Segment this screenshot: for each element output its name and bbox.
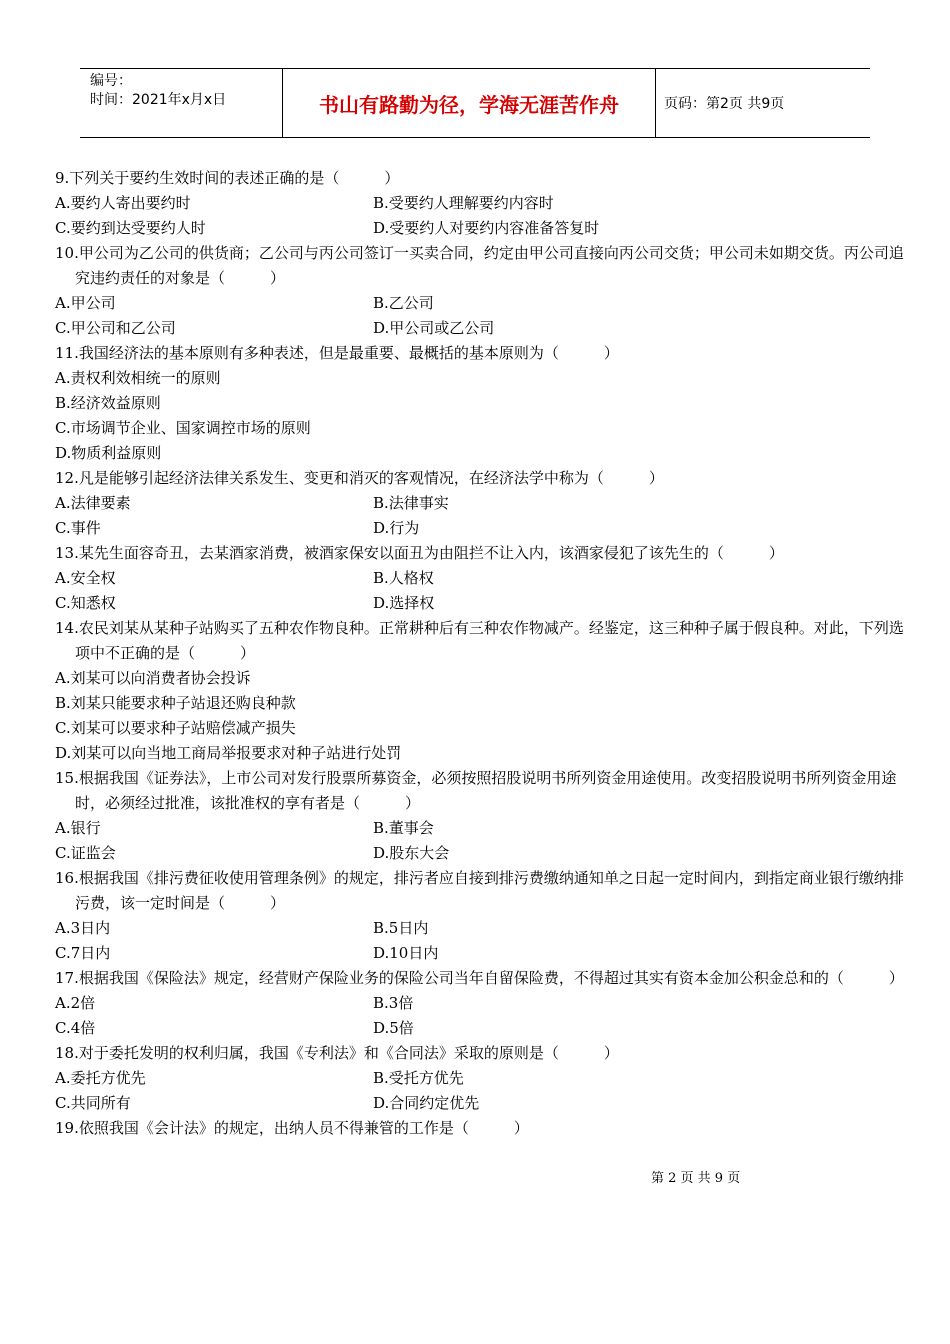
option-row — [55, 991, 905, 1016]
question-stem: 14.农民刘某从某种子站购买了五种农作物良种。正常耕种后有三种农作物减产。经鉴定，这三种种子属于假良种。对此，下列选项中不正确的是（ ） — [55, 619, 904, 662]
answer-option: D.股东大会 — [373, 844, 450, 862]
answer-option: B.3倍 — [373, 994, 414, 1012]
option-row: D.刘某可以向当地工商局举报要求对种子站进行处罚 — [55, 744, 402, 762]
question-stem: 13.某先生面容奇丑，去某酒家消费，被酒家保安以面丑为由阻拦不让入内，该酒家侵犯了该先生的（ ） — [55, 544, 784, 562]
answer-option: B.乙公司 — [373, 294, 434, 312]
answer-option: A.甲公司 — [55, 294, 116, 312]
option-row — [55, 1066, 905, 1091]
motto-text: 书山有路勤为径，学海无涯苦作舟 — [319, 92, 619, 117]
answer-option: C.4倍 — [55, 1019, 96, 1037]
answer-option: A.委托方优先 — [55, 1069, 146, 1087]
answer-option: A.安全权 — [55, 569, 116, 587]
doc-date: 时间：2021年x月x日 — [90, 92, 227, 108]
answer-option: D.5倍 — [373, 1019, 414, 1037]
option-row — [55, 816, 905, 841]
option-row — [55, 566, 905, 591]
answer-option: B.人格权 — [373, 569, 434, 587]
header-motto — [282, 69, 656, 137]
answer-option: A.3日内 — [55, 919, 111, 937]
answer-option: B.受要约人理解要约内容时 — [373, 194, 554, 212]
question-stem: 17.根据我国《保险法》规定，经营财产保险业务的保险公司当年自留保险费，不得超过其实有资本金加公积金总和的（ ） — [55, 969, 904, 987]
answer-option: A.2倍 — [55, 994, 96, 1012]
answer-option: D.受要约人对要约内容准备答复时 — [373, 219, 600, 237]
answer-option: C.7日内 — [55, 944, 111, 962]
option-row — [55, 591, 905, 616]
question-stem: 18.对于委托发明的权利归属，我国《专利法》和《合同法》采取的原则是（ ） — [55, 1044, 619, 1062]
question-stem: 19.依照我国《会计法》的规定，出纳人员不得兼管的工作是（ ） — [55, 1119, 529, 1137]
question-stem: 12.凡是能够引起经济法律关系发生、变更和消灭的客观情况，在经济法学中称为（ ） — [55, 469, 664, 487]
header-meta — [80, 69, 282, 137]
answer-option: D.10日内 — [373, 944, 439, 962]
question-stem: 10.甲公司为乙公司的供货商；乙公司与丙公司签订一买卖合同，约定由甲公司直接向丙公司交货；甲公司未如期交货。丙公司追究违约责任的对象是（ ） — [55, 244, 904, 287]
option-row: D.物质利益原则 — [55, 444, 162, 462]
option-row — [55, 841, 905, 866]
header-page-info: 页码：第2页 共9页 — [664, 96, 785, 112]
answer-option: D.合同约定优先 — [373, 1094, 480, 1112]
option-row — [55, 191, 905, 216]
question-stem: 16.根据我国《排污费征收使用管理条例》的规定，排污者应自接到排污费缴纳通知单之日起一定时间内，到指定商业银行缴纳排污费，该一定时间是（ ） — [55, 869, 904, 912]
answer-option: A.银行 — [55, 819, 101, 837]
answer-option: C.共同所有 — [55, 1094, 131, 1112]
option-row — [55, 291, 905, 316]
option-row: C.市场调节企业、国家调控市场的原则 — [55, 419, 311, 437]
question-stem: 15.根据我国《证券法》，上市公司对发行股票所募资金，必须按照招股说明书所列资金用途使用。改变招股说明书所列资金用途时，必须经过批准，该批准权的享有者是（ ） — [55, 769, 897, 812]
answer-option: B.5日内 — [373, 919, 429, 937]
answer-option: D.行为 — [373, 519, 420, 537]
question-list — [55, 166, 905, 1141]
option-row — [55, 1016, 905, 1041]
answer-option: A.法律要素 — [55, 494, 131, 512]
option-row — [55, 1091, 905, 1116]
option-row — [55, 941, 905, 966]
option-row: A.责权利效相统一的原则 — [55, 369, 221, 387]
option-row — [55, 216, 905, 241]
option-row — [55, 516, 905, 541]
answer-option: D.甲公司或乙公司 — [373, 319, 495, 337]
answer-option: C.证监会 — [55, 844, 116, 862]
answer-option: C.甲公司和乙公司 — [55, 319, 176, 337]
answer-option: C.事件 — [55, 519, 101, 537]
question-stem: 11.我国经济法的基本原则有多种表述，但是最重要、最概括的基本原则为（ ） — [55, 344, 619, 362]
option-row — [55, 491, 905, 516]
option-row — [55, 316, 905, 341]
question-stem: 9.下列关于要约生效时间的表述正确的是（ ） — [55, 169, 400, 187]
option-row: B.经济效益原则 — [55, 394, 161, 412]
option-row — [55, 916, 905, 941]
answer-option: A.要约人寄出要约时 — [55, 194, 191, 212]
option-row: C.刘某可以要求种子站赔偿减产损失 — [55, 719, 296, 737]
answer-option: B.董事会 — [373, 819, 434, 837]
doc-number: 编号： — [90, 73, 132, 89]
answer-option: C.要约到达受要约人时 — [55, 219, 206, 237]
answer-option: B.法律事实 — [373, 494, 449, 512]
page-header — [80, 68, 870, 138]
answer-option: B.受托方优先 — [373, 1069, 464, 1087]
answer-option: D.选择权 — [373, 594, 435, 612]
page-footer: 第 2 页 共 9 页 — [651, 1171, 741, 1186]
answer-option: C.知悉权 — [55, 594, 116, 612]
option-row: B.刘某只能要求种子站退还购良种款 — [55, 694, 296, 712]
option-row: A.刘某可以向消费者协会投诉 — [55, 669, 251, 687]
